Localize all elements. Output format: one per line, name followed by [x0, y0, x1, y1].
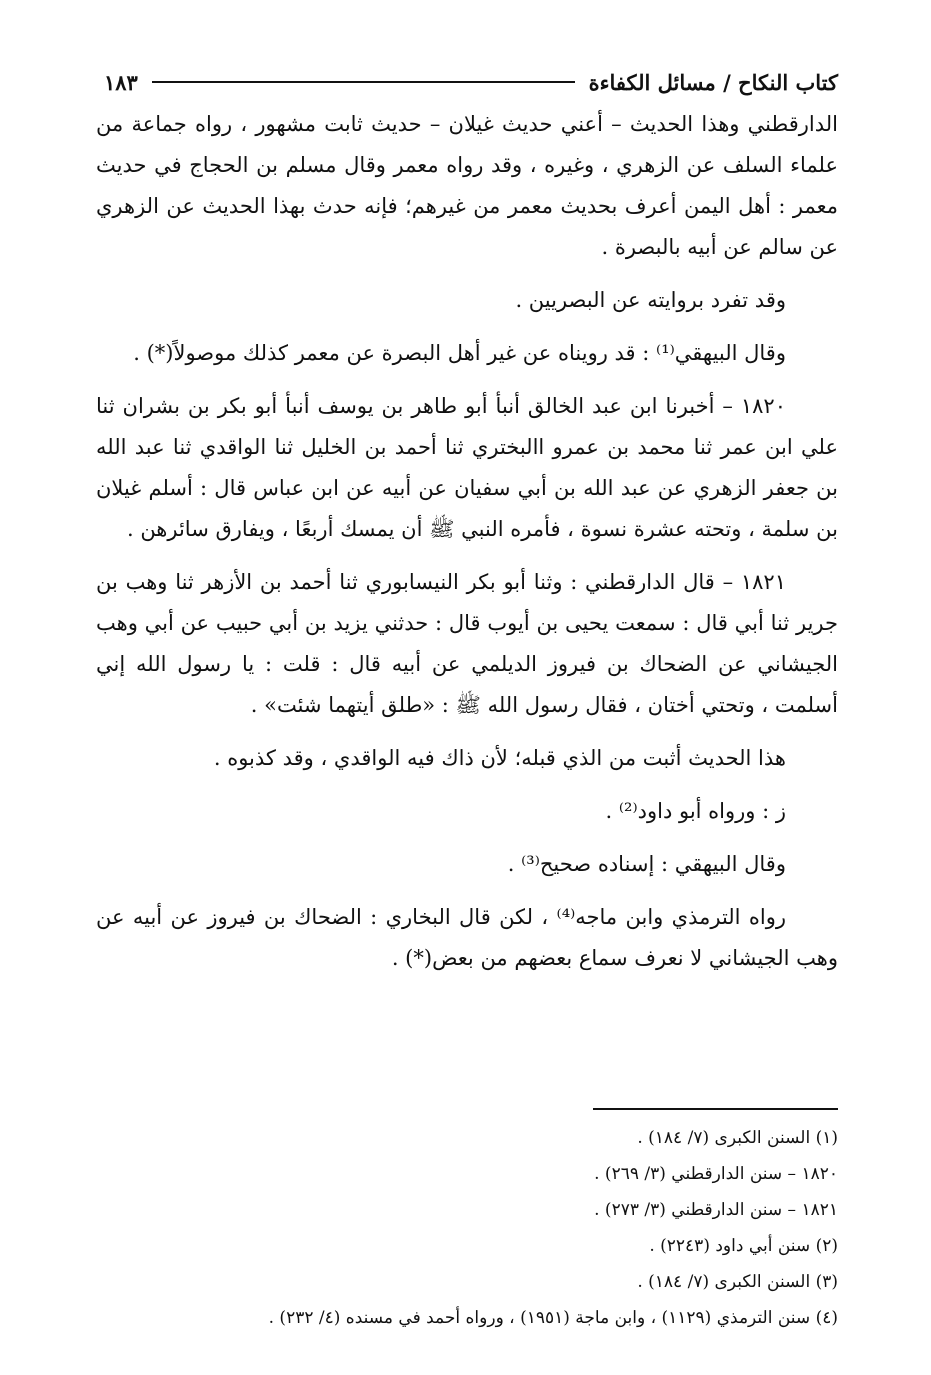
- footnote: ١٨٢١ – سنن الدارقطني (٣/ ٢٧٣) .: [594, 1200, 838, 1220]
- running-header: [104, 64, 838, 100]
- footnotes: [120, 1120, 838, 1336]
- paragraph: هذا الحديث أثبت من الذي قبله؛ لأن ذاك فيه الواقدي ، وقد كذبوه .: [213, 746, 786, 770]
- hadith-1821: ١٨٢١ – قال الدارقطني : وثنا أبو بكر النيسابوري ثنا أحمد بن الأزهر ثنا وهب بن جرير ثنا أبي قال : سمعت يحيى بن أيوب قال : حدثني يزيد بن أبي حبيب عن أبي وهب الجيشاني عن الضحاك بن فيروز الديلمي عن أبيه قال : قلت : يا رسول الله إني أسلمت ، وتحتي أختان ، فقال رسول الله ﷺ : «طلق أيتهما شئت» .: [96, 570, 838, 717]
- footnote: (٤) سنن الترمذي (١١٢٩) ، وابن ماجة (١٩٥١) ، ورواه أحمد في مسنده (٤/ ٢٣٢) .: [268, 1308, 838, 1328]
- footnote: (٢) سنن أبي داود (٢٢٤٣) .: [649, 1236, 838, 1256]
- footnote: (١) السنن الكبرى (٧/ ١٨٤) .: [637, 1128, 838, 1148]
- paragraph: ز : ورواه أبو داود⁽²⁾ .: [605, 799, 786, 823]
- paragraph: وقال البيهقي : إسناده صحيح⁽³⁾ .: [507, 852, 786, 876]
- chapter-title: كتاب النكاح / مسائل الكفاءة: [588, 69, 838, 95]
- paragraph: رواه الترمذي وابن ماجه⁽⁴⁾ ، لكن قال البخاري : الضحاك بن فيروز عن أبيه عن وهب الجيشاني لا نعرف سماع بعضهم من بعض(*) .: [96, 905, 838, 970]
- paragraph: وقد تفرد بروايته عن البصريين .: [515, 288, 786, 312]
- footnote: (٣) السنن الكبرى (٧/ ١٨٤) .: [637, 1272, 838, 1292]
- page-number: ١٨٣: [104, 69, 138, 95]
- paragraph: وقال البيهقي⁽¹⁾ : قد رويناه عن غير أهل البصرة عن معمر كذلك موصولاً(*) .: [133, 341, 786, 365]
- hadith-1820: ١٨٢٠ – أخبرنا ابن عبد الخالق أنبأ أبو طاهر بن يوسف أنبأ أبو بكر بن بشران ثنا علي ابن عمر ثنا محمد بن عمرو االبختري ثنا أحمد بن الخليل ثنا الواقدي ثنا عبد الله بن جعفر الزهري عن عبد الله بن أبي سفيان عن أبيه عن ابن عباس قال : أسلم غيلان بن سلمة ، وتحته عشرة نسوة ، فأمره النبي ﷺ أن يمسك أربعًا ، ويفارق سائرهن .: [96, 394, 838, 541]
- header-rule: [152, 81, 575, 83]
- footnote-separator: [593, 1108, 838, 1110]
- paragraph: الدارقطني وهذا الحديث – أعني حديث غيلان – حديث ثابت مشهور ، رواه جماعة من علماء السلف عن الزهري ، وغيره ، وقد رواه معمر وقال مسلم بن الحجاج في حديث معمر : أهل اليمن أعرف بحديث معمر من غيرهم؛ فإنه حدث بهذا الحديث عن الزهري عن سالم عن أبيه بالبصرة .: [96, 112, 838, 259]
- main-text: [96, 104, 838, 979]
- footnote: ١٨٢٠ – سنن الدارقطني (٣/ ٢٦٩) .: [594, 1164, 838, 1184]
